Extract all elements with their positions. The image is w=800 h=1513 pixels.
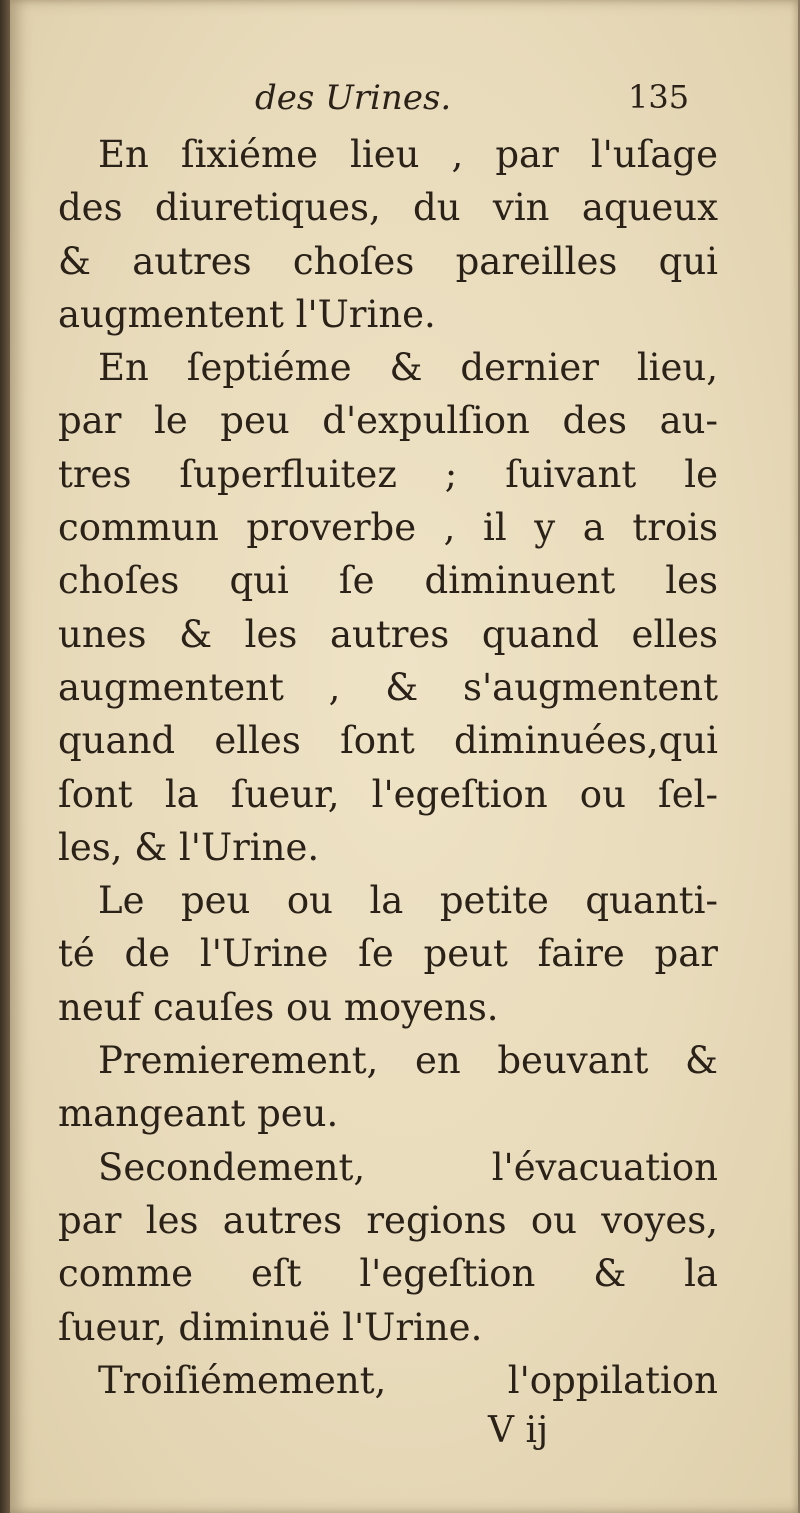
text-line: les, & l'Urine. [58, 825, 320, 869]
text-line: Secondement, l'évacuation [98, 1145, 718, 1189]
body-text [58, 128, 718, 1407]
text-line: té de l'Urine ſe peut faire par [58, 932, 718, 976]
text-line: & autres choſes pareilles qui [58, 239, 718, 283]
text-line: augmentent l'Urine. [58, 292, 436, 336]
text-line: Le peu ou la petite quanti- [98, 879, 718, 923]
text-line: ſueur, diminuë l'Urine. [58, 1305, 483, 1349]
text-line: par le peu d'expulſion des au- [58, 399, 718, 443]
text-line: neuf cauſes ou moyens. [58, 985, 499, 1029]
text-line: choſes qui ſe diminuent les [58, 559, 718, 603]
text-line: ſont la ſueur, l'egeſtion ou ſel- [58, 772, 718, 816]
text-line: En ſixiéme lieu , par l'uſage [98, 133, 718, 176]
text-line: Premierement, en beuvant & [98, 1039, 718, 1083]
signature-mark: V ij [488, 1410, 549, 1451]
book-spine-shadow [0, 0, 10, 1513]
text-line: augmentent , & s'augmentent [58, 665, 718, 709]
text-line: unes & les autres quand elles [58, 612, 718, 656]
text-line: Troiſiémement, l'oppilation [98, 1358, 718, 1402]
text-line: des diuretiques, du vin aqueux [58, 186, 718, 230]
page-number: 135 [628, 78, 690, 116]
text-line: comme eſt l'egeſtion & la [58, 1252, 718, 1296]
text-line: commun proverbe , il y a trois [58, 506, 718, 550]
text-line: En ſeptiéme & dernier lieu, [98, 346, 718, 390]
book-page [10, 0, 798, 1513]
text-line: tres ſuperfluitez ; ſuivant le [58, 452, 718, 496]
running-head-title: des Urines. [255, 78, 452, 118]
text-line: par les autres regions ou voyes, [58, 1198, 718, 1242]
text-line: quand elles ſont diminuées,qui [58, 719, 718, 763]
text-line: mangeant peu. [58, 1092, 339, 1136]
